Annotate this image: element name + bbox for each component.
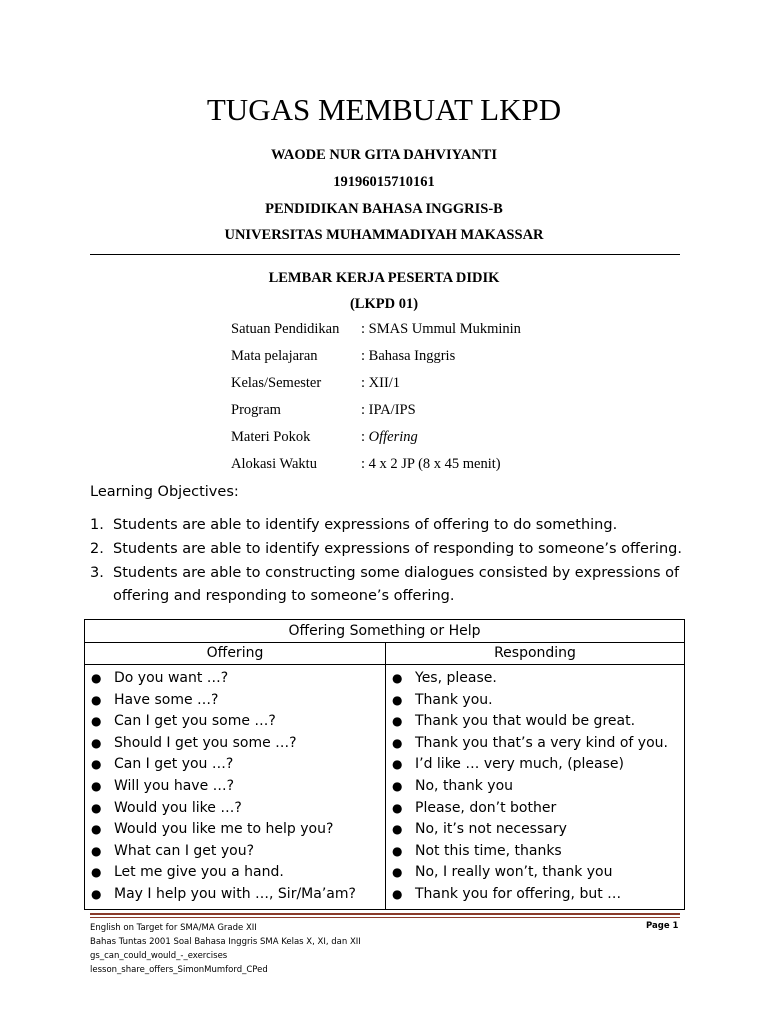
bullet-icon: ● [392, 735, 403, 750]
list-item [85, 819, 385, 841]
bullet-icon: ● [91, 886, 102, 901]
worksheet-code: (LKPD 01) [349, 296, 419, 312]
list-item [85, 690, 385, 712]
meta-value: : Bahasa Inggris [361, 348, 456, 364]
responding-expression: Yes, please. [415, 670, 497, 686]
bullet-icon: ● [392, 822, 403, 837]
list-item [85, 862, 385, 884]
bullet-icon: ● [91, 671, 102, 685]
bullet-icon: ● [91, 822, 102, 837]
meta-label: Satuan Pendidikan [231, 321, 340, 337]
bullet-icon: ● [392, 800, 403, 815]
bullet-icon: ● [392, 865, 403, 880]
objective-text: Students are able to identify expressions of responding to someone’s offering. [113, 541, 682, 557]
responding-expression: Thank you that would be great. [415, 713, 636, 730]
offering-expression: Have some …? [114, 691, 219, 708]
offering-expression: What can I get you? [114, 842, 255, 859]
bullet-icon: ● [91, 800, 102, 815]
offering-expression: Would you like …? [114, 799, 242, 816]
list-item [386, 862, 684, 884]
footer-line: lesson_share_offers_SimonMumford_CPed [90, 965, 268, 975]
list-item [386, 798, 684, 820]
meta-value-prefix: : [361, 429, 369, 445]
list-item [85, 798, 385, 820]
bullet-icon: ● [392, 843, 403, 858]
list-item [386, 668, 684, 690]
list-item [386, 690, 684, 712]
offering-expression: Do you want …? [114, 670, 229, 686]
footer-line: English on Target for SMA/MA Grade XII [90, 923, 257, 933]
responding-expression: No, it’s not necessary [415, 821, 567, 838]
bullet-icon: ● [91, 778, 102, 793]
bullet-icon: ● [392, 692, 403, 707]
bullet-icon: ● [91, 692, 102, 707]
list-item [386, 733, 684, 755]
responding-expression: I’d like … very much, (please) [415, 756, 624, 773]
list-item [386, 884, 684, 906]
list-item [85, 668, 385, 690]
footer-rule-thin [90, 917, 680, 918]
offering-column-header: Offering [85, 643, 386, 665]
responding-list [386, 665, 684, 909]
offering-expression: Should I get you some …? [114, 734, 297, 751]
offering-expression: May I help you with …, Sir/Ma’am? [114, 885, 356, 902]
list-item [85, 841, 385, 863]
list-item [85, 884, 385, 906]
responding-expression: No, thank you [415, 777, 514, 794]
offering-cell [85, 665, 386, 910]
student-id: 19196015710161 [333, 174, 435, 190]
footer-rule-thick [90, 913, 680, 915]
meta-value-italic: Offering [368, 429, 418, 445]
university-name: UNIVERSITAS MUHAMMADIYAH MAKASSAR [224, 227, 544, 243]
list-item [85, 711, 385, 733]
meta-value: : IPA/IPS [361, 402, 416, 418]
meta-label: Kelas/Semester [231, 375, 322, 391]
page-number: Page 1 [646, 921, 679, 931]
bullet-icon: ● [91, 757, 102, 772]
footer-line: gs_can_could_would_-_exercises [90, 951, 228, 961]
list-item [386, 819, 684, 841]
objective-text-continued: offering and responding to someone’s offering. [113, 588, 455, 604]
responding-expression: Thank you that’s a very kind of you. [415, 734, 668, 751]
worksheet-title: LEMBAR KERJA PESERTA DIDIK [268, 270, 500, 286]
bullet-icon: ● [392, 778, 403, 793]
objective-number: 2. [90, 541, 104, 557]
responding-expression: No, I really won’t, thank you [415, 864, 613, 881]
list-item [386, 754, 684, 776]
meta-value: : SMAS Ummul Mukminin [361, 321, 521, 337]
list-item [85, 754, 385, 776]
offering-expression: Would you like me to help you? [114, 821, 334, 838]
meta-label: Program [231, 402, 281, 418]
bullet-icon: ● [392, 886, 403, 901]
list-item [386, 776, 684, 798]
list-item [85, 733, 385, 755]
meta-label: Materi Pokok [231, 429, 311, 445]
meta-label: Mata pelajaran [231, 348, 318, 364]
study-program: PENDIDIKAN BAHASA INGGRIS-B [265, 201, 503, 217]
responding-expression: Thank you. [415, 691, 493, 708]
offering-expression: Can I get you …? [114, 756, 234, 773]
responding-expression: Please, don’t bother [415, 799, 557, 816]
document-title: TUGAS MEMBUAT LKPD [206, 92, 562, 127]
list-item [386, 841, 684, 863]
list-item [85, 776, 385, 798]
objective-number: 1. [90, 517, 104, 533]
meta-value: : 4 x 2 JP (8 x 45 menit) [361, 456, 501, 472]
bullet-icon: ● [91, 735, 102, 750]
author-name: WAODE NUR GITA DAHVIYANTI [271, 147, 497, 163]
offering-expression: Can I get you some …? [114, 713, 276, 730]
meta-label: Alokasi Waktu [231, 456, 317, 472]
offering-table [84, 619, 685, 910]
bullet-icon: ● [91, 843, 102, 858]
objective-text: Students are able to identify expressions of offering to do something. [113, 517, 618, 533]
table-caption: Offering Something or Help [85, 620, 685, 643]
bullet-icon: ● [91, 714, 102, 729]
offering-expression: Will you have …? [114, 777, 235, 794]
learning-objectives-heading: Learning Objectives: [90, 484, 239, 500]
meta-value [361, 429, 418, 446]
objective-number: 3. [90, 565, 104, 581]
footer-line: Bahas Tuntas 2001 Soal Bahasa Inggris SMA Kelas X, XI, dan XII [90, 937, 361, 947]
responding-cell [386, 665, 685, 910]
bullet-icon: ● [392, 714, 403, 729]
responding-expression: Not this time, thanks [415, 842, 562, 859]
bullet-icon: ● [91, 865, 102, 880]
bullet-icon: ● [392, 757, 403, 772]
header-divider [90, 254, 680, 255]
responding-expression: Thank you for offering, but … [415, 885, 622, 902]
responding-column-header: Responding [386, 643, 685, 665]
list-item [386, 711, 684, 733]
offering-list [85, 665, 385, 909]
bullet-icon: ● [392, 671, 403, 685]
offering-expression: Let me give you a hand. [114, 864, 284, 881]
meta-value: : XII/1 [361, 375, 401, 391]
objective-text: Students are able to constructing some dialogues consisted by expressions of [113, 565, 680, 581]
